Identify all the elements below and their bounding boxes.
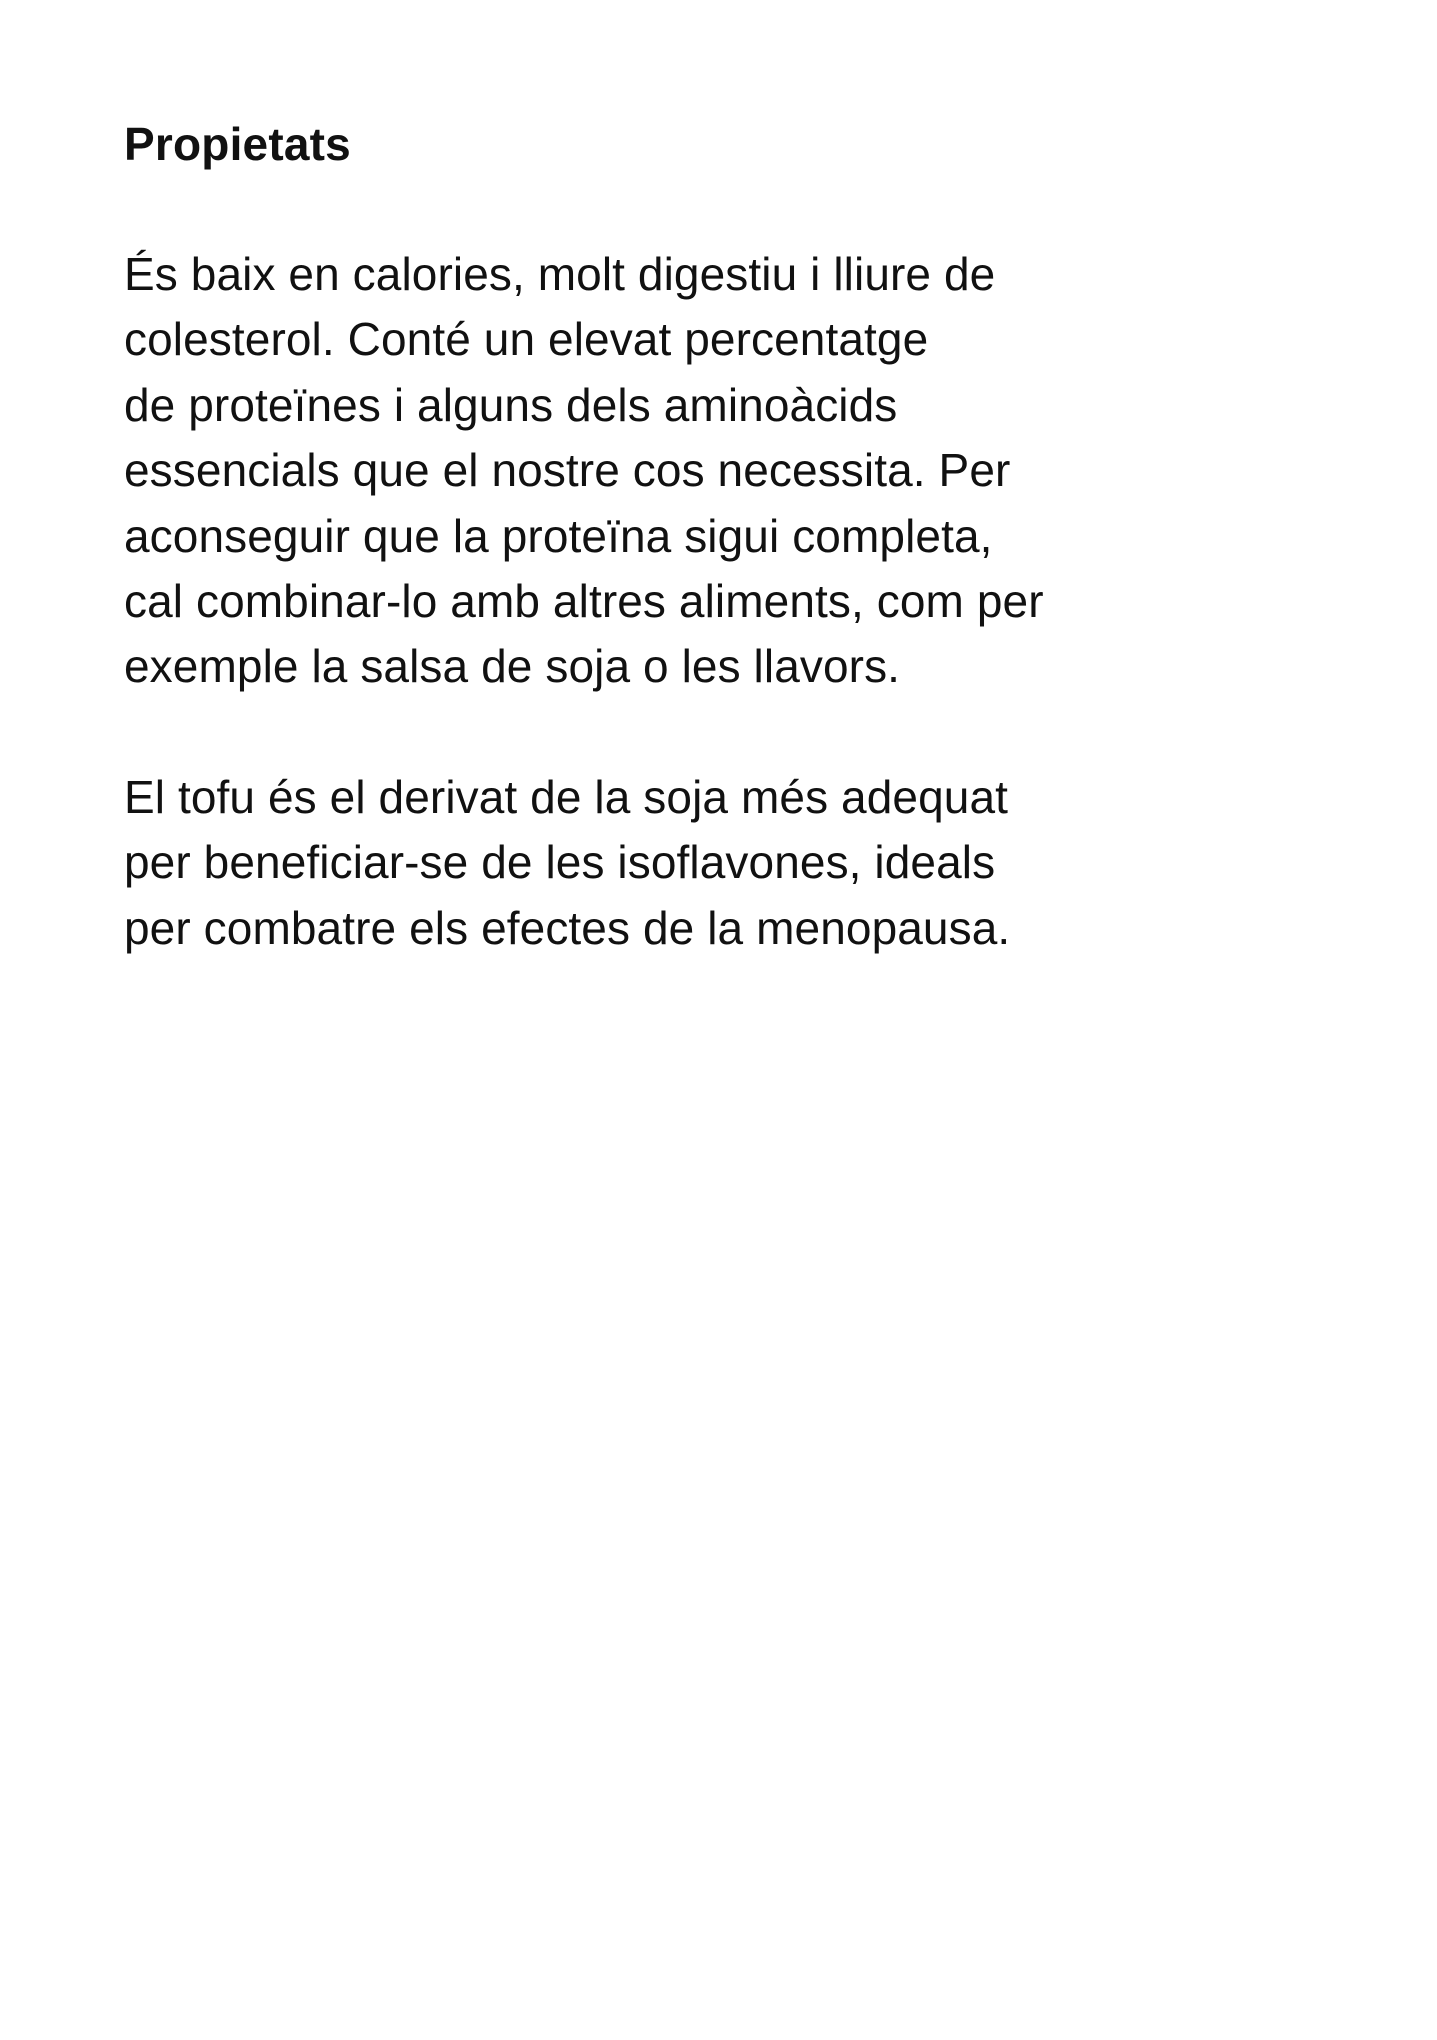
text-line: de proteïnes i alguns dels aminoàcids	[124, 378, 898, 431]
text-line: per beneficiar-se de les isoflavones, ideals	[124, 836, 996, 889]
page-content	[124, 112, 1304, 961]
text-line: essencials que el nostre cos necessita. Per	[124, 444, 1011, 497]
section-heading: Propietats	[124, 118, 351, 170]
paragraph-tofu	[124, 765, 1304, 961]
text-line: cal combinar-lo amb altres aliments, com per	[124, 575, 1044, 628]
text-line: És baix en calories, molt digestiu i lliure de	[124, 248, 996, 300]
text-line: per combatre els efectes de la menopausa.	[124, 901, 1011, 954]
text-line: El tofu és el derivat de la soja més adequat	[124, 770, 1009, 823]
text-line: colesterol. Conté un elevat percentatge	[124, 313, 929, 366]
text-line: aconseguir que la proteïna sigui completa,	[124, 509, 993, 562]
paragraph-properties	[124, 242, 1304, 700]
text-line: exemple la salsa de soja o les llavors.	[124, 640, 901, 693]
